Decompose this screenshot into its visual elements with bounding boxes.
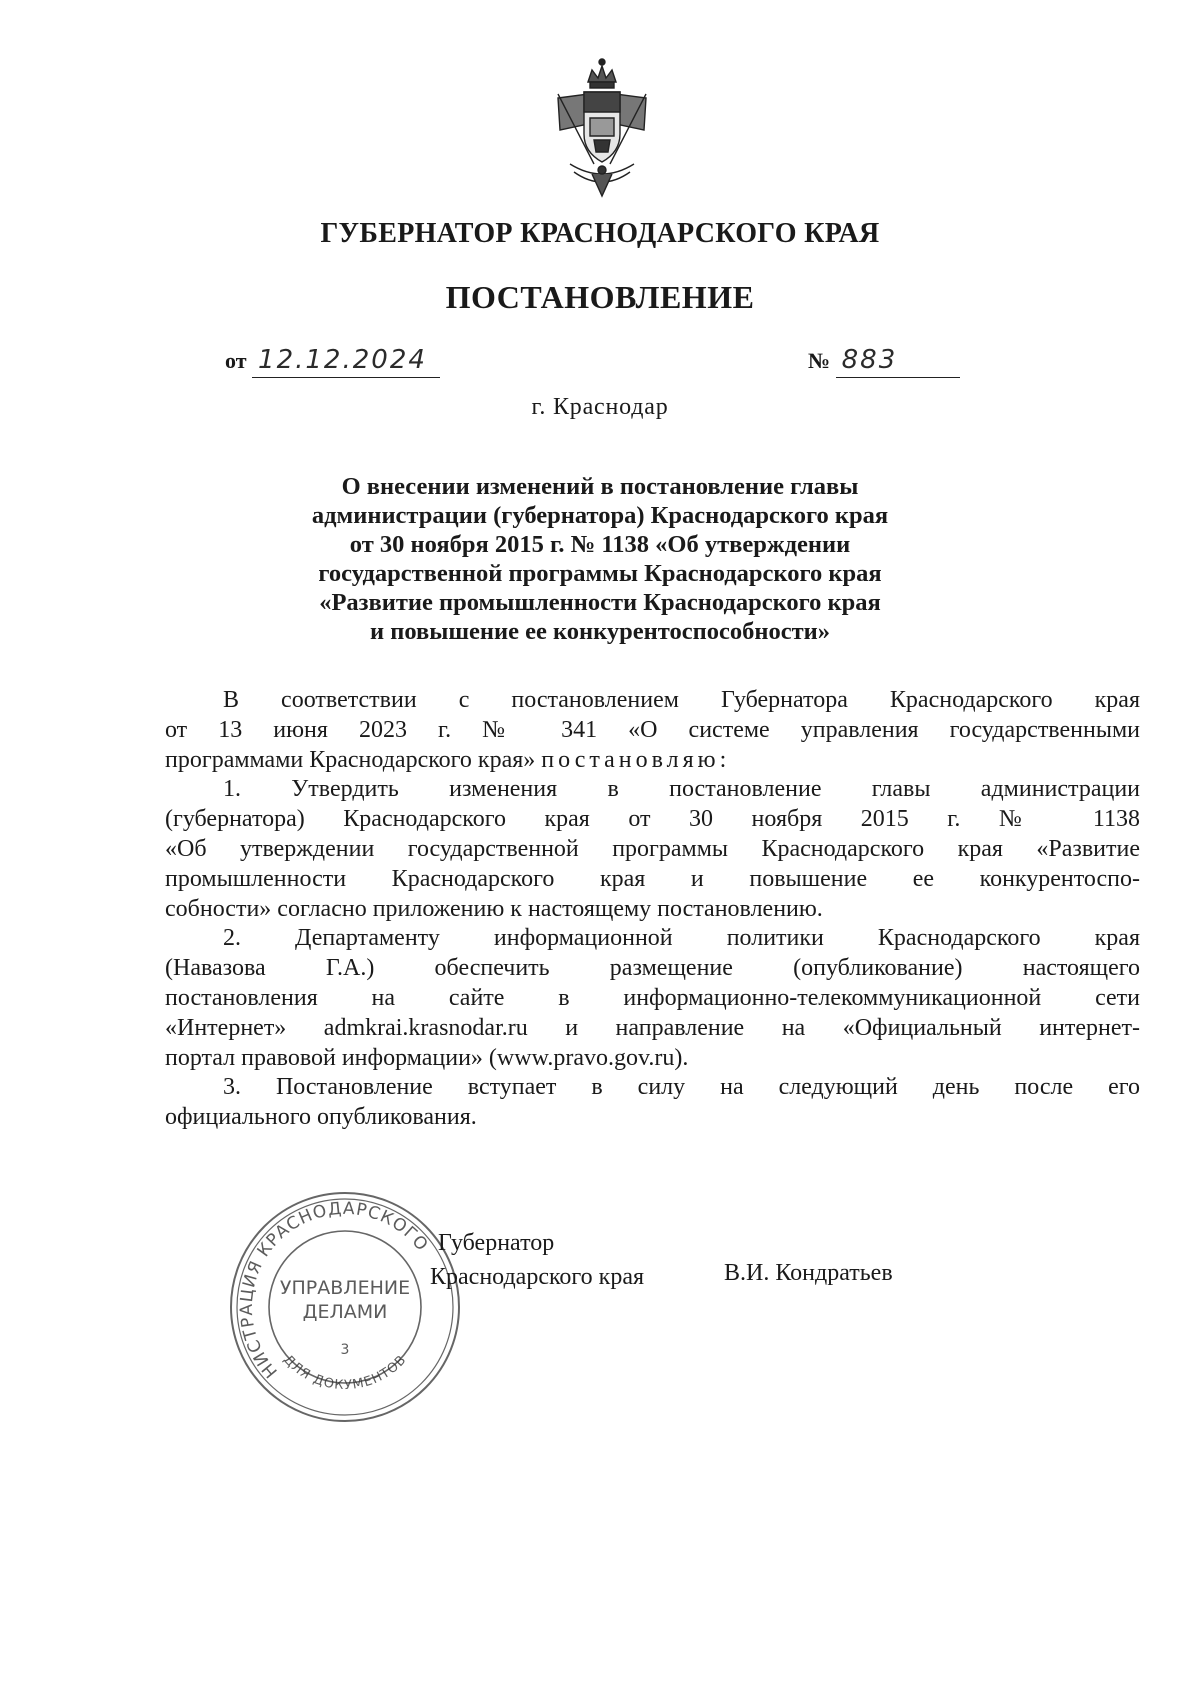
- title-line: администрации (губернатора) Краснодарского края: [311, 502, 889, 529]
- item-1-line: промышленности Краснодарского края и повышение ее конкурентоспо-: [165, 865, 1140, 892]
- signatory-region: Краснодарского края: [430, 1264, 645, 1290]
- date-line: [225, 345, 440, 378]
- city-label: г. Краснодар: [531, 394, 669, 420]
- issuing-authority-heading: ГУБЕРНАТОР КРАСНОДАРСКОГО КРАЯ: [320, 218, 880, 249]
- body-text-fragment: программами Краснодарского края»: [165, 746, 536, 773]
- date-value: 12.12.2024: [252, 345, 440, 378]
- number-line: [808, 345, 960, 378]
- item-1-line: 1. Утвердить изменения в постановление главы администрации: [223, 776, 1140, 803]
- resolution-word: постановляю:: [541, 746, 731, 773]
- item-2-line: «Интернет» admkrai.krasnodar.ru и направление на «Официальный интернет-: [165, 1014, 1140, 1041]
- official-stamp: [226, 1188, 464, 1426]
- item-2-line: постановления на сайте в информационно-телекоммуникационной сети: [165, 984, 1140, 1011]
- stamp-seal-icon: [226, 1188, 464, 1426]
- item-2-line: портал правовой информации» (www.pravo.gov.ru).: [165, 1044, 689, 1071]
- stamp-outer-text: АДМИНИСТРАЦИЯ КРАСНОДАРСКОГО: [236, 1198, 433, 1382]
- signatory-position: [430, 1226, 644, 1294]
- item-2-line: (Навазова Г.А.) обеспечить размещение (опубликование) настоящего: [165, 955, 1140, 982]
- document-body: [165, 686, 1140, 1133]
- body-line: от 13 июня 2023 г. № 341 «О системе управления государственными: [165, 716, 1140, 743]
- title-line: государственной программы Краснодарского края: [318, 560, 882, 587]
- item-2-line: 2. Департаменту информационной политики Краснодарского края: [223, 925, 1140, 952]
- body-line: [165, 746, 1140, 776]
- signatory-title: Губернатор: [438, 1230, 555, 1256]
- item-3-line: 3. Постановление вступает в силу на следующий день после его: [223, 1074, 1140, 1101]
- coat-of-arms-icon: [548, 52, 656, 198]
- signatory-name: В.И. Кондратьев: [724, 1260, 893, 1286]
- number-prefix: №: [808, 348, 831, 373]
- stamp-inner-line1: УПРАВЛЕНИЕ: [279, 1277, 411, 1299]
- title-line: О внесении изменений в постановление главы: [341, 473, 859, 500]
- stamp-number: 3: [340, 1342, 350, 1358]
- stamp-inner-line2: ДЕЛАМИ: [302, 1301, 388, 1323]
- body-line: В соответствии с постановлением Губернатора Краснодарского края: [223, 687, 1140, 713]
- document-number: 883: [836, 345, 960, 378]
- item-3-line: официального опубликования.: [165, 1104, 477, 1131]
- item-1-line: (губернатора) Краснодарского края от 30 ноября 2015 г. № 1138: [165, 806, 1140, 833]
- coat-of-arms-emblem: [548, 52, 656, 198]
- document-title: [240, 472, 960, 646]
- title-line: от 30 ноября 2015 г. № 1138 «Об утверждении: [349, 531, 851, 558]
- title-line: и повышение ее конкурентоспособности»: [369, 618, 831, 645]
- stamp-bottom-text: ДЛЯ ДОКУМЕНТОВ: [280, 1352, 410, 1394]
- item-1-line: «Об утверждении государственной программы Краснодарского края «Развитие: [165, 835, 1140, 862]
- item-1-line: собности» согласно приложению к настоящему постановлению.: [165, 895, 823, 922]
- title-line: «Развитие промышленности Краснодарского края: [319, 589, 881, 616]
- date-prefix: от: [225, 348, 247, 373]
- document-type-heading: ПОСТАНОВЛЕНИЕ: [445, 279, 755, 315]
